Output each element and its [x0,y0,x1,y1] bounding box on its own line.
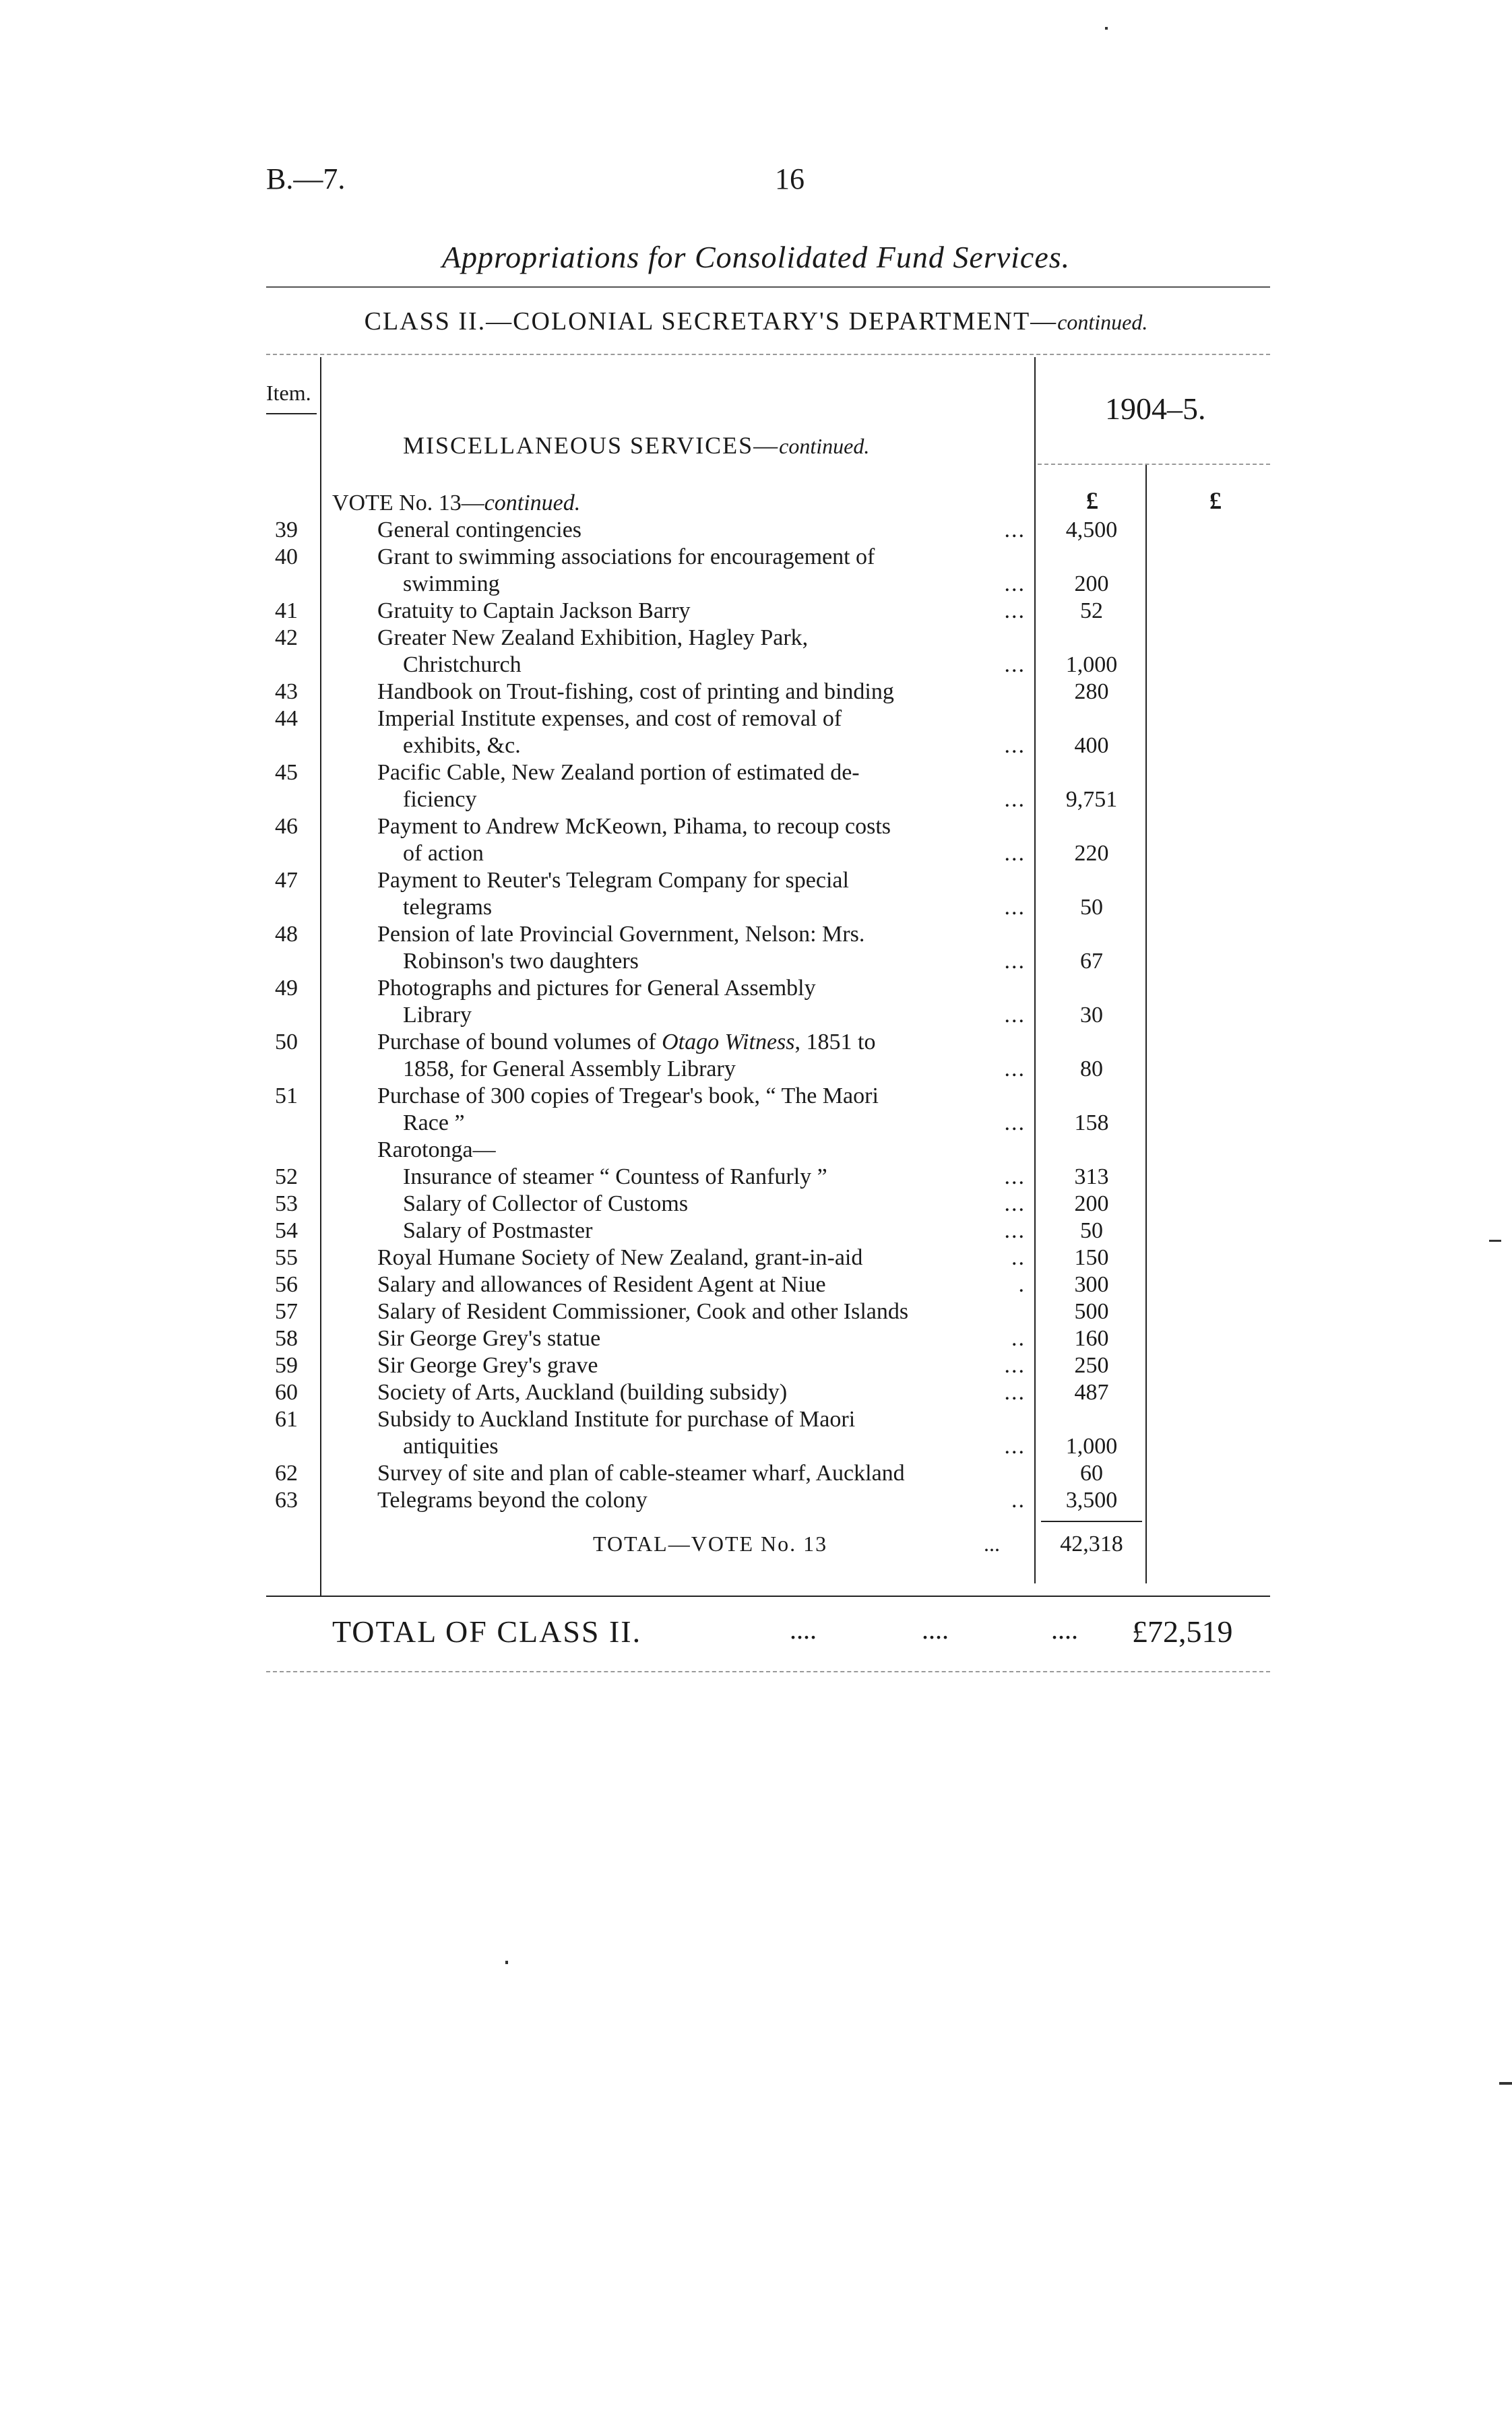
item-number: 47 [275,868,298,893]
item-description: 1858, for General Assembly Library [403,1057,736,1081]
item-number: 44 [275,706,298,731]
scan-speck [1499,2082,1512,2085]
table-row [0,1433,1512,1460]
table-row [0,679,1512,705]
table-row [0,1379,1512,1406]
amount: 52 [1080,598,1103,623]
leader-dots: ... [1004,733,1026,758]
item-description: of action [403,841,484,866]
table-row [0,1244,1512,1271]
item-description: Pension of late Provincial Government, Nelson: Mrs. [377,922,865,947]
item-number: 57 [275,1299,298,1324]
grand-total-dots: .... [790,1614,817,1645]
table-row [0,1056,1512,1083]
item-description: Salary of Collector of Customs [403,1191,689,1216]
item-number: 63 [275,1488,298,1513]
amount: 500 [1074,1299,1109,1324]
vote-label-suffix: continued. [484,491,581,515]
item-description: Salary and allowances of Resident Agent at Niue [377,1272,826,1297]
leader-dots: ... [1004,1164,1026,1189]
table-row [0,1002,1512,1029]
item-number: 52 [275,1164,298,1189]
item-number: 42 [275,625,298,650]
table-row [0,571,1512,598]
item-description: Imperial Institute expenses, and cost of removal of [377,706,842,731]
table-row [0,1137,1512,1164]
leader-dots: ... [1004,1003,1026,1028]
table-row [0,625,1512,652]
item-number: 50 [275,1030,298,1054]
item-description: telegrams [403,895,493,920]
amount: 1,000 [1065,1434,1118,1459]
item-description: antiquities [403,1434,499,1459]
item-description: Subsidy to Auckland Institute for purchase of Maori [377,1407,856,1432]
grand-total-dots: .... [922,1614,949,1645]
item-number: 41 [275,598,298,623]
year-header: 1904–5. [1105,391,1206,426]
leader-dots: . [1018,1272,1026,1297]
class-heading: CLASS II.—COLONIAL SECRETARY'S DEPARTMENT—continued. [364,307,1148,336]
item-column-header: Item. [266,381,311,405]
pound-col2-header: £ [1209,487,1222,514]
table-row [0,1460,1512,1487]
table-row [0,867,1512,894]
amount: 220 [1074,841,1109,866]
amount: 200 [1074,571,1109,596]
table-row [0,894,1512,921]
item-description: Robinson's two daughters [403,949,639,974]
item-description: ficiency [403,787,477,812]
pound-col1-header: £ [1086,487,1098,514]
leader-dots: ... [1004,787,1026,812]
item-number: 58 [275,1326,298,1351]
vote-label-text: VOTE No. 13— [332,491,484,515]
table-row [0,544,1512,571]
item-description: Telegrams beyond the colony [377,1488,648,1513]
item-description: exhibits, &c. [403,733,521,758]
table-row [0,840,1512,867]
table-row [0,813,1512,840]
table-row [0,1083,1512,1110]
table-row [0,1191,1512,1218]
table-row [0,1352,1512,1379]
amount: 67 [1080,949,1103,974]
table-row [0,652,1512,679]
item-description: Purchase of 300 copies of Tregear's book, “ The Maori [377,1083,879,1108]
document-ref: B.—7. [266,162,346,195]
total-vote-dots: ... [984,1532,1000,1556]
grand-total-amount: £72,519 [1132,1614,1233,1649]
table-row [0,517,1512,544]
amount: 400 [1074,733,1109,758]
amount: 30 [1080,1003,1103,1028]
amount: 60 [1080,1461,1103,1486]
leader-dots: ... [1004,841,1026,866]
item-description: Sir George Grey's statue [377,1326,601,1351]
leader-dots: ... [1004,949,1026,974]
leader-dots: ... [1004,571,1026,596]
amount: 280 [1074,679,1109,704]
item-description: Royal Humane Society of New Zealand, grant-in-aid [377,1245,863,1270]
leader-dots: ... [1004,1380,1026,1405]
total-vote-amount: 42,318 [1060,1532,1123,1556]
item-number: 51 [275,1083,298,1108]
table-row [0,1406,1512,1433]
item-number: 46 [275,814,298,839]
table-row [0,786,1512,813]
grand-total-dots: .... [1051,1614,1078,1645]
leader-dots: ... [1004,1434,1026,1459]
item-number: 39 [275,517,298,542]
table-row [0,598,1512,625]
item-number: 62 [275,1461,298,1486]
item-number: 40 [275,544,298,569]
amount: 9,751 [1065,787,1118,812]
item-number: 49 [275,976,298,1001]
item-description: Payment to Reuter's Telegram Company for special [377,868,849,893]
item-description: Purchase of bound volumes of Otago Witness, 1851 to [377,1030,876,1054]
item-number: 45 [275,760,298,785]
amount: 250 [1074,1353,1109,1378]
table-row [0,1298,1512,1325]
item-number: 48 [275,922,298,947]
leader-dots: .. [1011,1488,1026,1513]
amount: 150 [1074,1245,1109,1270]
item-description: Greater New Zealand Exhibition, Hagley Park, [377,625,809,650]
leader-dots: ... [1004,598,1026,623]
table-row [0,921,1512,948]
leader-dots: ... [1004,1218,1026,1243]
table-row [0,1271,1512,1298]
item-description: Race ” [403,1110,465,1135]
amount: 487 [1074,1380,1109,1405]
leader-dots: .. [1011,1326,1026,1351]
page-title: Appropriations for Consolidated Fund Services. [441,240,1071,274]
item-description: Survey of site and plan of cable-steamer wharf, Auckland [377,1461,905,1486]
scan-speck [1489,1240,1501,1242]
grand-total-label: TOTAL OF CLASS II. [332,1614,642,1649]
amount: 200 [1074,1191,1109,1216]
item-description: General contingencies [377,517,582,542]
item-description: Photographs and pictures for General Assembly [377,976,816,1001]
item-description: Payment to Andrew McKeown, Pihama, to recoup costs [377,814,891,839]
amount: 158 [1074,1110,1109,1135]
item-description: Society of Arts, Auckland (building subsidy) [377,1380,788,1405]
amount: 50 [1080,1218,1103,1243]
item-description: Salary of Resident Commissioner, Cook and other Islands [377,1299,909,1324]
item-description: Library [403,1003,472,1028]
leader-dots: ... [1004,1191,1026,1216]
item-description: Insurance of steamer “ Countess of Ranfurly ” [403,1164,827,1189]
item-number: 53 [275,1191,298,1216]
item-number: 61 [275,1407,298,1432]
table-row [0,1487,1512,1514]
table-row [0,975,1512,1002]
leader-dots: ... [1004,1057,1026,1081]
page-number: 16 [775,162,805,195]
scan-speck [505,1961,508,1964]
item-description: Grant to swimming associations for encouragement of [377,544,875,569]
item-number: 56 [275,1272,298,1297]
item-number: 60 [275,1380,298,1405]
table-row [0,1029,1512,1056]
table-row [0,1110,1512,1137]
amount: 80 [1080,1057,1103,1081]
table-row [0,705,1512,732]
leader-dots: .. [1011,1245,1026,1270]
item-number: 59 [275,1353,298,1378]
amount: 3,500 [1065,1488,1118,1513]
table-row [0,1218,1512,1244]
leader-dots: ... [1004,1353,1026,1378]
table-row [0,732,1512,759]
item-description: Sir George Grey's grave [377,1353,598,1378]
amount: 300 [1074,1272,1109,1297]
table-row [0,759,1512,786]
item-description: swimming [403,571,500,596]
table-row [0,1325,1512,1352]
total-vote-label: TOTAL—VOTE No. 13 [593,1532,828,1556]
item-number: 43 [275,679,298,704]
item-description: Salary of Postmaster [403,1218,593,1243]
vote-row [0,490,1512,517]
table-row [0,1164,1512,1191]
amount: 160 [1074,1326,1109,1351]
leader-dots: ... [1004,652,1026,677]
amount: 1,000 [1065,652,1118,677]
amount: 50 [1080,895,1103,920]
leader-dots: ... [1004,895,1026,920]
leader-dots: ... [1004,1110,1026,1135]
item-description: Christchurch [403,652,522,677]
item-description: Handbook on Trout-fishing, cost of printing and binding [377,679,894,704]
section-heading: MISCELLANEOUS SERVICES—continued. [403,432,870,459]
amount: 4,500 [1065,517,1118,542]
amount: 313 [1074,1164,1109,1189]
scan-speck [1105,27,1108,30]
table-row [0,948,1512,975]
leader-dots: ... [1004,517,1026,542]
item-description: Gratuity to Captain Jackson Barry [377,598,691,623]
item-number: 55 [275,1245,298,1270]
item-description: Pacific Cable, New Zealand portion of estimated de- [377,760,860,785]
item-number: 54 [275,1218,298,1243]
vote-label [332,490,979,517]
item-description: Rarotonga— [377,1137,496,1162]
